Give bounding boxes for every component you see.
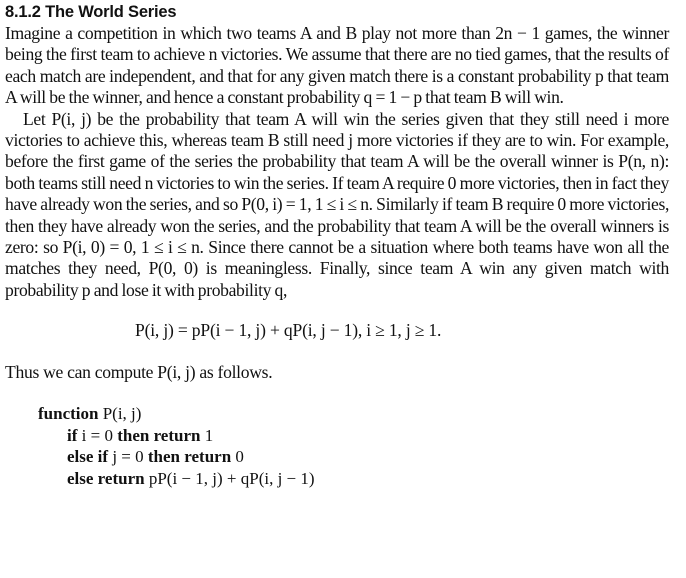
code-line-else-if (38, 446, 669, 467)
code-line-else (38, 468, 669, 489)
section-heading: 8.1.2 The World Series (5, 3, 177, 21)
code-if-value: 1 (200, 425, 214, 445)
keyword-if: if (67, 425, 78, 445)
keyword-then-return: then return (117, 425, 201, 445)
pseudocode-block (38, 403, 669, 489)
code-if-condition: i = 0 (77, 425, 118, 445)
keyword-else-if: else if (67, 447, 109, 467)
recurrence-equation: P(i, j) = pP(i − 1, j) + qP(i, j − 1), i ≥ 1, j ≥ 1. (135, 320, 442, 341)
page (5, 0, 669, 489)
code-line-if (38, 425, 669, 446)
paragraph-intro: Imagine a competition in which two teams A and B play not more than 2n − 1 games, the winner being the first team to achieve n victories. We assume that there are no tied games, that the results of each match are independent, and that for any given match there is a constant probability p that team A will be the winner, and hence a constant probability q = 1 − p that team B will win. (5, 23, 669, 108)
keyword-else-return: else return (67, 468, 145, 488)
code-else-expression: pP(i − 1, j) + qP(i, j − 1) (144, 468, 315, 488)
code-line-function (38, 403, 669, 424)
code-else-if-condition: j = 0 (108, 447, 148, 467)
keyword-function: function (38, 404, 99, 424)
code-else-if-value: 0 (231, 447, 244, 467)
keyword-then-return-2: then return (147, 447, 232, 467)
compute-intro-text: Thus we can compute P(i, j) as follows. (5, 362, 273, 383)
code-function-signature: P(i, j) (98, 404, 142, 424)
paragraph-probability: Let P(i, j) be the probability that team A will win the series given that they still need i more victories to achieve this, whereas team B still need j more victories if they are to win. For example, before the first game of the series the probability that team A will be the overall winner is P(n, n): both teams still need n victories to win the series. If team A require 0 more victories, then in fact they have already won the series, and so P(0, i) = 1, 1 ≤ i ≤ n. Similarly if team B require 0 more victories, then they have already won the series, and the probability that team A will be the overall winners is zero: so P(i, 0) = 0, 1 ≤ i ≤ n. Since there cannot be a situation where both teams have won all the matches they need, P(0, 0) is meaningless. Finally, since team A win any given match with probability p and lose it with probability q, (5, 108, 669, 300)
